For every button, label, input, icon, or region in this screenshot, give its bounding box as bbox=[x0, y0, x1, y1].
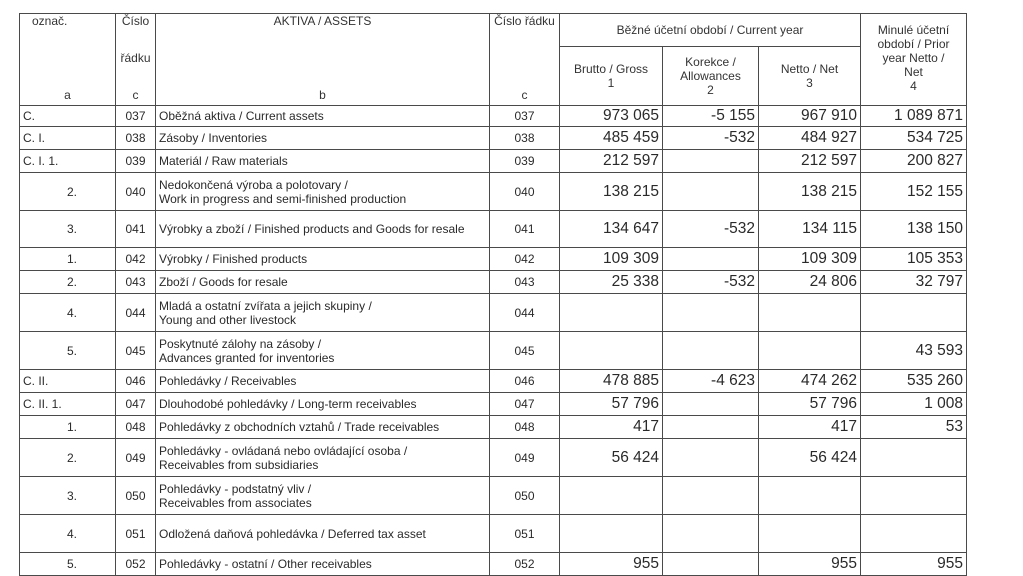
row-prior bbox=[861, 477, 967, 515]
row-korekce bbox=[663, 150, 759, 173]
row-brutto: 478 885 bbox=[560, 370, 663, 393]
row-description-line1: Nedokončená výroba a polotovary / bbox=[159, 177, 348, 192]
row-netto: 955 bbox=[759, 553, 861, 576]
row-cislo-2: 042 bbox=[490, 248, 560, 271]
row-korekce bbox=[663, 439, 759, 477]
header-netto: Netto / Net bbox=[780, 62, 839, 76]
row-prior bbox=[861, 294, 967, 332]
row-oznac: 5. bbox=[20, 332, 116, 370]
row-cislo-2: 048 bbox=[490, 416, 560, 439]
row-oznac: 3. bbox=[20, 477, 116, 515]
header-aktiva-cell bbox=[156, 14, 490, 106]
row-cislo-2: 045 bbox=[490, 332, 560, 370]
row-prior: 1 008 bbox=[861, 393, 967, 416]
header-cislo-1: Číslo bbox=[121, 14, 150, 28]
row-cislo-2: 047 bbox=[490, 393, 560, 416]
row-description bbox=[156, 332, 490, 370]
row-cislo: 038 bbox=[116, 127, 156, 150]
row-korekce: -532 bbox=[663, 127, 759, 150]
row-description bbox=[156, 173, 490, 211]
row-netto: 56 424 bbox=[759, 439, 861, 477]
row-description-line1: Odložená daňová pohledávka / Deferred tax asset bbox=[159, 526, 426, 541]
row-netto: 134 115 bbox=[759, 211, 861, 248]
header-netto-cell bbox=[759, 47, 861, 106]
row-prior bbox=[861, 515, 967, 553]
row-korekce: -5 155 bbox=[663, 106, 759, 127]
header-current-year: Běžné účetní období / Current year bbox=[560, 14, 861, 47]
row-brutto bbox=[560, 294, 663, 332]
header-letter-c2: c bbox=[521, 88, 528, 102]
row-description-line1: Zásoby / Inventories bbox=[159, 131, 268, 145]
table-row bbox=[20, 332, 967, 370]
header-oznac: označ. bbox=[32, 14, 68, 28]
row-description bbox=[156, 271, 490, 294]
row-brutto: 109 309 bbox=[560, 248, 663, 271]
row-oznac: 4. bbox=[20, 515, 116, 553]
header-aktiva: AKTIVA / ASSETS bbox=[273, 14, 372, 28]
row-cislo-2: 043 bbox=[490, 271, 560, 294]
table-row bbox=[20, 393, 967, 416]
table-row bbox=[20, 127, 967, 150]
row-description-line1: Pohledávky - podstatný vliv / bbox=[159, 481, 312, 496]
row-cislo-2: 040 bbox=[490, 173, 560, 211]
row-prior: 1 089 871 bbox=[861, 106, 967, 127]
row-description bbox=[156, 248, 490, 271]
row-cislo: 037 bbox=[116, 106, 156, 127]
row-prior: 105 353 bbox=[861, 248, 967, 271]
header-netto-n: 3 bbox=[806, 76, 813, 90]
row-netto: 212 597 bbox=[759, 150, 861, 173]
row-cislo: 041 bbox=[116, 211, 156, 248]
table-row bbox=[20, 173, 967, 211]
row-cislo-2: 037 bbox=[490, 106, 560, 127]
row-prior: 955 bbox=[861, 553, 967, 576]
row-korekce bbox=[663, 477, 759, 515]
row-description bbox=[156, 150, 490, 173]
header-prior-cell bbox=[861, 14, 967, 106]
table-row bbox=[20, 477, 967, 515]
header-cislo2-cell bbox=[490, 14, 560, 106]
table-row bbox=[20, 515, 967, 553]
table-row bbox=[20, 370, 967, 393]
row-prior: 200 827 bbox=[861, 150, 967, 173]
row-description bbox=[156, 553, 490, 576]
row-cislo: 043 bbox=[116, 271, 156, 294]
table-row bbox=[20, 271, 967, 294]
row-oznac: 1. bbox=[20, 248, 116, 271]
row-description bbox=[156, 294, 490, 332]
row-oznac: C. I. bbox=[20, 127, 116, 150]
row-netto bbox=[759, 477, 861, 515]
row-cislo-2: 052 bbox=[490, 553, 560, 576]
header-cislo-cell bbox=[116, 14, 156, 106]
row-description-line1: Materiál / Raw materials bbox=[159, 154, 288, 168]
row-brutto bbox=[560, 477, 663, 515]
row-korekce bbox=[663, 248, 759, 271]
row-description-line1: Výrobky a zboží / Finished products and Goods for resale bbox=[159, 222, 465, 236]
row-oznac: C. II. 1. bbox=[20, 393, 116, 416]
row-brutto: 57 796 bbox=[560, 393, 663, 416]
row-korekce bbox=[663, 416, 759, 439]
row-cislo-2: 051 bbox=[490, 515, 560, 553]
header-cislo-2: řádku bbox=[120, 51, 151, 65]
row-description bbox=[156, 211, 490, 248]
row-cislo: 046 bbox=[116, 370, 156, 393]
row-korekce: -4 623 bbox=[663, 370, 759, 393]
row-description bbox=[156, 106, 490, 127]
table-row bbox=[20, 150, 967, 173]
row-description bbox=[156, 393, 490, 416]
row-oznac: C. bbox=[20, 106, 116, 127]
table-row bbox=[20, 416, 967, 439]
row-korekce bbox=[663, 553, 759, 576]
table-row bbox=[20, 248, 967, 271]
header-brutto: Brutto / Gross bbox=[573, 62, 649, 76]
row-cislo-2: 039 bbox=[490, 150, 560, 173]
row-cislo: 044 bbox=[116, 294, 156, 332]
row-description-line1: Mladá a ostatní zvířata a jejich skupiny / bbox=[159, 298, 372, 313]
header-prior-n: 4 bbox=[910, 79, 917, 93]
header-brutto-cell bbox=[560, 47, 663, 106]
row-cislo: 051 bbox=[116, 515, 156, 553]
table-row bbox=[20, 106, 967, 127]
row-description-line2: Receivables from subsidiaries bbox=[159, 457, 319, 472]
row-korekce bbox=[663, 332, 759, 370]
row-cislo: 047 bbox=[116, 393, 156, 416]
row-prior: 535 260 bbox=[861, 370, 967, 393]
row-korekce: -532 bbox=[663, 271, 759, 294]
row-brutto: 25 338 bbox=[560, 271, 663, 294]
row-cislo: 052 bbox=[116, 553, 156, 576]
row-korekce bbox=[663, 515, 759, 553]
row-netto: 109 309 bbox=[759, 248, 861, 271]
table-row bbox=[20, 211, 967, 248]
row-cislo-2: 044 bbox=[490, 294, 560, 332]
row-description-line1: Pohledávky - ostatní / Other receivables bbox=[159, 557, 372, 571]
row-description bbox=[156, 370, 490, 393]
row-cislo-2: 049 bbox=[490, 439, 560, 477]
row-netto bbox=[759, 332, 861, 370]
row-prior: 43 593 bbox=[861, 332, 967, 370]
row-description-line1: Dlouhodobé pohledávky / Long-term receivables bbox=[159, 397, 417, 411]
row-brutto: 955 bbox=[560, 553, 663, 576]
row-oznac: C. I. 1. bbox=[20, 150, 116, 173]
header-korekce: Korekce / Allowances bbox=[680, 55, 741, 83]
row-cislo: 039 bbox=[116, 150, 156, 173]
row-prior: 53 bbox=[861, 416, 967, 439]
row-description-line1: Pohledávky / Receivables bbox=[159, 374, 297, 388]
row-oznac: 3. bbox=[20, 211, 116, 248]
row-brutto: 138 215 bbox=[560, 173, 663, 211]
row-korekce bbox=[663, 393, 759, 416]
row-description-line2: Advances granted for inventories bbox=[159, 350, 335, 365]
row-prior: 152 155 bbox=[861, 173, 967, 211]
table-body bbox=[20, 106, 967, 576]
balance-sheet-table bbox=[19, 13, 967, 576]
row-description-line1: Výrobky / Finished products bbox=[159, 252, 308, 266]
row-korekce bbox=[663, 173, 759, 211]
header-oznac-cell bbox=[20, 14, 116, 106]
table-row bbox=[20, 439, 967, 477]
row-cislo: 049 bbox=[116, 439, 156, 477]
row-oznac: 4. bbox=[20, 294, 116, 332]
row-brutto: 134 647 bbox=[560, 211, 663, 248]
row-brutto: 485 459 bbox=[560, 127, 663, 150]
row-cislo: 048 bbox=[116, 416, 156, 439]
header-letter-a: a bbox=[64, 88, 71, 102]
row-cislo-2: 041 bbox=[490, 211, 560, 248]
header-letter-c: c bbox=[132, 88, 139, 102]
row-prior bbox=[861, 439, 967, 477]
row-cislo: 042 bbox=[116, 248, 156, 271]
row-description-line1: Pohledávky z obchodních vztahů / Trade receivables bbox=[159, 420, 440, 434]
row-description-line1: Zboží / Goods for resale bbox=[159, 275, 288, 289]
row-brutto: 212 597 bbox=[560, 150, 663, 173]
row-description bbox=[156, 439, 490, 477]
row-cislo-2: 050 bbox=[490, 477, 560, 515]
row-description bbox=[156, 477, 490, 515]
row-prior: 32 797 bbox=[861, 271, 967, 294]
row-description-line1: Pohledávky - ovládaná nebo ovládající osoba / bbox=[159, 443, 408, 458]
header-prior: Minulé účetní období / Prior year Netto / Net bbox=[877, 23, 950, 79]
header-cislo2: Číslo řádku bbox=[494, 14, 555, 28]
row-korekce bbox=[663, 294, 759, 332]
row-description-line2: Receivables from associates bbox=[159, 495, 312, 510]
row-brutto: 417 bbox=[560, 416, 663, 439]
row-oznac: 2. bbox=[20, 271, 116, 294]
row-oznac: 2. bbox=[20, 173, 116, 211]
row-netto bbox=[759, 515, 861, 553]
row-netto: 24 806 bbox=[759, 271, 861, 294]
row-brutto: 973 065 bbox=[560, 106, 663, 127]
row-cislo: 040 bbox=[116, 173, 156, 211]
row-prior: 534 725 bbox=[861, 127, 967, 150]
row-brutto: 56 424 bbox=[560, 439, 663, 477]
row-brutto bbox=[560, 332, 663, 370]
row-oznac: 2. bbox=[20, 439, 116, 477]
row-description-line1: Oběžná aktiva / Current assets bbox=[159, 109, 324, 123]
row-cislo: 045 bbox=[116, 332, 156, 370]
table-row bbox=[20, 294, 967, 332]
row-oznac: C. II. bbox=[20, 370, 116, 393]
row-description bbox=[156, 416, 490, 439]
row-description-line2: Young and other livestock bbox=[159, 312, 296, 327]
table-row bbox=[20, 553, 967, 576]
row-description bbox=[156, 515, 490, 553]
row-netto: 967 910 bbox=[759, 106, 861, 127]
row-description-line2: Work in progress and semi-finished production bbox=[159, 191, 407, 206]
row-netto: 138 215 bbox=[759, 173, 861, 211]
row-brutto bbox=[560, 515, 663, 553]
header-letter-b: b bbox=[319, 88, 326, 102]
row-netto: 484 927 bbox=[759, 127, 861, 150]
row-description bbox=[156, 127, 490, 150]
header-brutto-n: 1 bbox=[607, 76, 615, 90]
row-netto: 417 bbox=[759, 416, 861, 439]
header-korekce-cell bbox=[663, 47, 759, 106]
row-prior: 138 150 bbox=[861, 211, 967, 248]
row-oznac: 1. bbox=[20, 416, 116, 439]
row-description-line1: Poskytnuté zálohy na zásoby / bbox=[159, 336, 322, 351]
row-netto bbox=[759, 294, 861, 332]
row-netto: 474 262 bbox=[759, 370, 861, 393]
row-cislo-2: 038 bbox=[490, 127, 560, 150]
header-korekce-n: 2 bbox=[707, 83, 714, 97]
row-cislo: 050 bbox=[116, 477, 156, 515]
row-korekce: -532 bbox=[663, 211, 759, 248]
row-netto: 57 796 bbox=[759, 393, 861, 416]
row-oznac: 5. bbox=[20, 553, 116, 576]
row-cislo-2: 046 bbox=[490, 370, 560, 393]
